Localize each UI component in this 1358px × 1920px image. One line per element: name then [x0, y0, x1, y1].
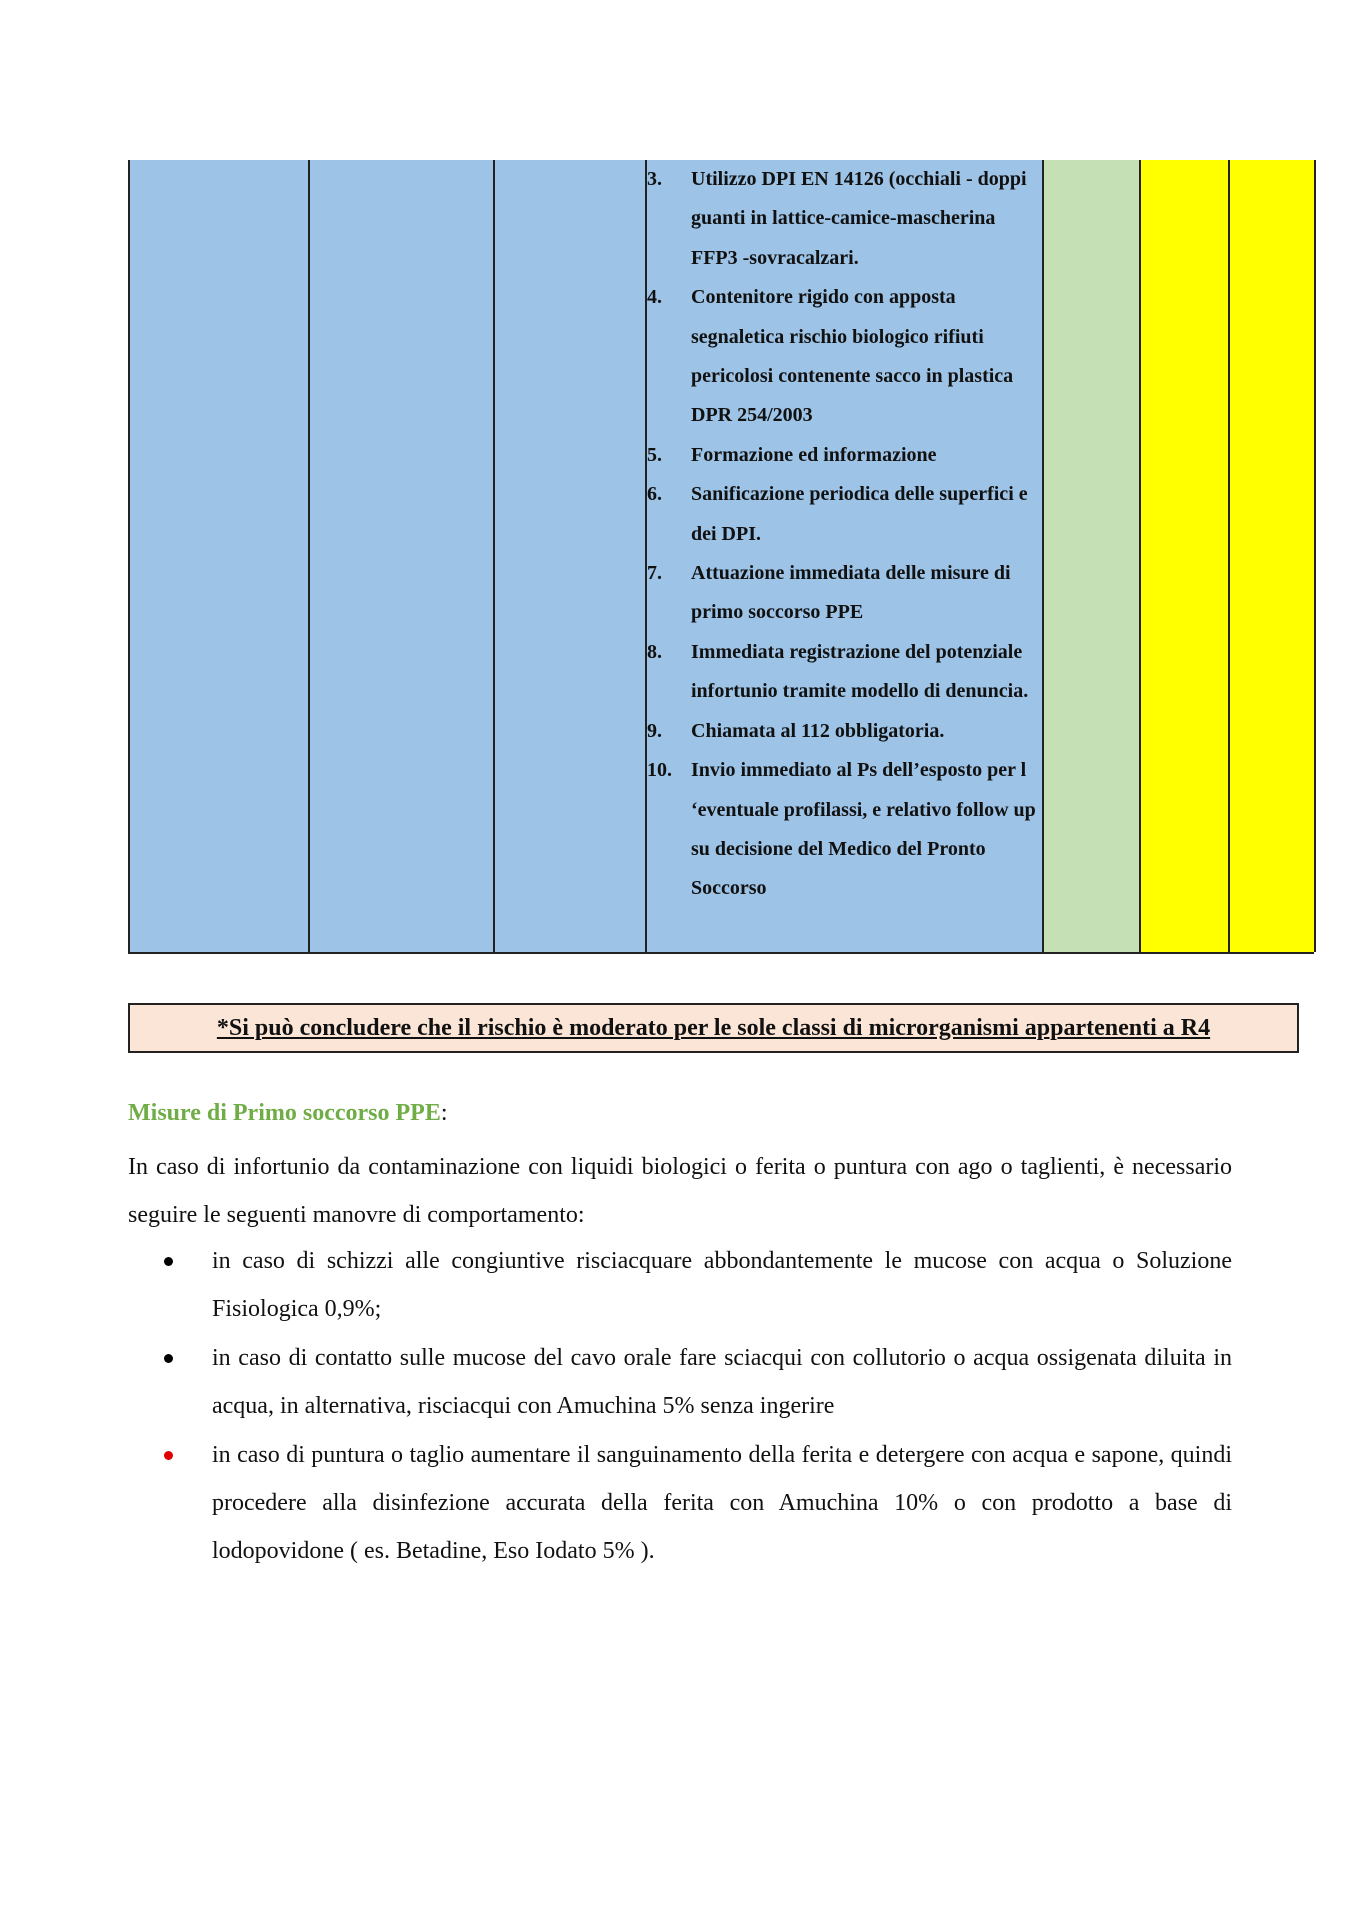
bullet-icon: [128, 1237, 212, 1333]
list-item: [128, 1334, 1232, 1430]
measure-item: [647, 475, 1038, 554]
measure-number: 10.: [647, 759, 672, 782]
measure-text: Contenitore rigido con apposta segnaletica rischio biologico rifiuti pericolosi contenente sacco in plastica DPR 254/2003: [691, 286, 1014, 427]
measure-text: Utilizzo DPI EN 14126 (occhiali - doppi guanti in lattice-camice-mascherina FFP3 -sovracalzari.: [691, 168, 1027, 269]
table-cell-col1: [130, 160, 310, 952]
measure-item: [647, 633, 1038, 712]
measure-item: [647, 712, 1038, 751]
measure-number: 3.: [647, 168, 662, 190]
measure-item: [647, 278, 1038, 436]
measure-item: [647, 436, 1038, 475]
measure-text: Sanificazione periodica delle superfici e dei DPI.: [691, 483, 1028, 545]
bullet-icon: [128, 1431, 212, 1575]
measure-item: [647, 554, 1038, 633]
list-item-text: in caso di contatto sulle mucose del cavo orale fare sciacqui con collutorio o acqua ossigenata diluita in acqua, in alternativa, risciacqui con Amuchina 5% senza ingerire: [212, 1345, 1232, 1419]
conclusion-box: [128, 1003, 1299, 1053]
section-title: [128, 1100, 448, 1127]
measure-number: 4.: [647, 286, 662, 309]
table-cell-green: [1044, 160, 1141, 952]
intro-paragraph: In caso di infortunio da contaminazione con liquidi biologici o ferita o puntura con ago o taglienti, è necessario seguire le seguenti manovre di comportamento:: [128, 1154, 1232, 1228]
measure-text: Invio immediato al Ps dell’esposto per l ‘eventuale profilassi, e relativo follow up su decisione del Medico del Pronto Soccorso: [691, 759, 1036, 900]
section-title-colon: :: [440, 1100, 448, 1126]
table-cell-yellow-1: [1141, 160, 1230, 952]
measure-number: 7.: [647, 562, 662, 585]
measure-item: [647, 751, 1038, 909]
measure-text: Immediata registrazione del potenziale infortunio tramite modello di denuncia.: [691, 640, 1029, 703]
table-cell-measures: [647, 160, 1044, 952]
list-item-text: in caso di puntura o taglio aumentare il sanguinamento della ferita e detergere con acqua e sapone, quindi procedere alla disinfezione accurata della ferita con Amuchina 10% o con prodotto a base di lodopovidone ( es. Betadine, Eso Iodato 5% ).: [212, 1442, 1232, 1564]
table-cell-col3: [495, 160, 647, 952]
measure-number: 9.: [647, 719, 662, 742]
measure-text: Formazione ed informazione: [691, 443, 937, 466]
bullet-icon: [128, 1334, 212, 1430]
measure-item: [647, 160, 1038, 278]
first-aid-list: [128, 1237, 1232, 1576]
list-item: [128, 1237, 1232, 1333]
table-cell-col2: [310, 160, 495, 952]
measure-number: 5.: [647, 443, 662, 466]
measure-text: Chiamata al 112 obbligatoria.: [691, 719, 945, 742]
list-item-text: in caso di schizzi alle congiuntive risciacquare abbondantemente le mucose con acqua o Soluzione Fisiologica 0,9%;: [212, 1248, 1232, 1322]
measure-text: Attuazione immediata delle misure di primo soccorso PPE: [691, 562, 1011, 624]
section-title-text: Misure di Primo soccorso PPE: [128, 1100, 441, 1126]
measure-number: 8.: [647, 640, 662, 663]
risk-table: [128, 160, 1314, 954]
conclusion-text: *Si può concludere che il rischio è moderato per le sole classi di microrganismi appartenenti a R4: [216, 1014, 1211, 1041]
list-item: [128, 1431, 1232, 1575]
measures-list: [647, 160, 1038, 909]
table-cell-yellow-2: [1230, 160, 1316, 952]
measure-number: 6.: [647, 483, 662, 506]
